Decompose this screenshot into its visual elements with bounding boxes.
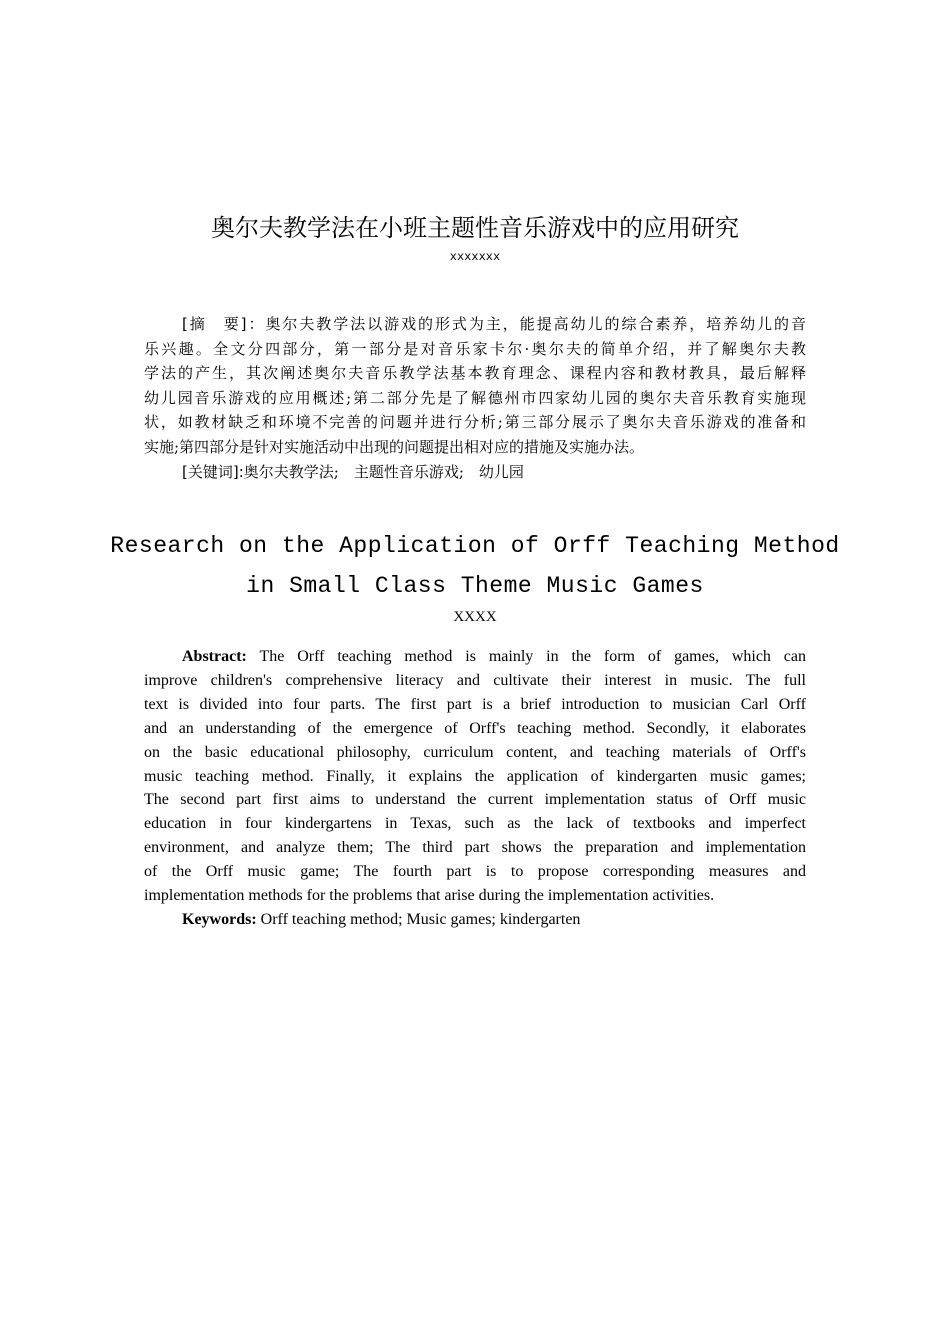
abstract-line: text is divided into four parts. The first part is a brief introduction to musician Carl Orff — [144, 695, 806, 713]
keywords: Orff teaching method; Music games; kindergarten — [260, 910, 581, 928]
keywords-line — [144, 460, 806, 485]
abstract-line: improve children's comprehensive literacy and cultivate their interest in music. The full — [144, 671, 806, 689]
chinese-author: xxxxxxx — [449, 250, 501, 264]
abstract-line: [摘 要]：奥尔夫教学法以游戏的形式为主，能提高幼儿的综合素养，培养幼儿的音 — [182, 315, 806, 333]
abstract-line: Abstract: The Orff teaching method is mainly in the form of games, which can — [182, 648, 806, 665]
chinese-abstract — [144, 312, 806, 484]
english-author: XXXX — [453, 609, 497, 625]
abstract-line: of the Orff music game; The fourth part is to propose corresponding measures and — [144, 863, 806, 881]
abstract-line: 幼儿园音乐游戏的应用概述;第二部分先是了解德州市四家幼儿园的奥尔夫音乐教育实施现 — [144, 388, 806, 407]
title-line: Research on the Application of Orff Teaching Method — [110, 533, 840, 559]
abstract-label: Abstract: — [182, 648, 247, 665]
keywords-line — [144, 908, 806, 932]
keywords-label: [关键词]: — [182, 462, 244, 481]
abstract-line: 状，如教材缺乏和环境不完善的问题并进行分析;第三部分展示了奥尔夫音乐游戏的准备和 — [144, 413, 806, 432]
abstract-line: The second part first aims to understand the current implementation status of Orff music — [144, 791, 806, 809]
abstract-line: implementation methods for the problems that arise during the implementation activities. — [144, 887, 715, 905]
abstract-line: and an understanding of the emergence of Orff's teaching method. Secondly, it elaborates — [144, 719, 806, 737]
abstract-label: [摘 要]： — [182, 315, 266, 333]
english-abstract — [144, 645, 806, 932]
abstract-line: 实施;第四部分是针对实施活动中出现的问题提出相对应的措施及实施办法。 — [144, 437, 645, 456]
abstract-line: education in four kindergartens in Texas, such as the lack of textbooks and imperfect — [144, 815, 806, 833]
title-line: in Small Class Theme Music Games — [246, 573, 704, 599]
english-title — [0, 526, 950, 606]
abstract-line: 学法的产生，其次阐述奥尔夫音乐教学法基本教育理念、课程内容和教材教具，最后解释 — [144, 364, 806, 383]
abstract-line: music teaching method. Finally, it explains the application of kindergarten music games; — [144, 767, 806, 785]
abstract-line: 乐兴趣。全文分四部分，第一部分是对音乐家卡尔·奥尔夫的简单介绍，并了解奥尔夫教 — [144, 339, 806, 358]
keywords: 奥尔夫教学法; 主题性音乐游戏; 幼儿园 — [243, 462, 524, 481]
abstract-line: on the basic educational philosophy, curriculum content, and teaching materials of Orff's — [144, 743, 806, 761]
abstract-line: environment, and analyze them; The third part shows the preparation and implementation — [144, 839, 806, 857]
chinese-title: 奥尔夫教学法在小班主题性音乐游戏中的应用研究 — [211, 214, 739, 242]
keywords-label: Keywords: — [182, 910, 257, 928]
